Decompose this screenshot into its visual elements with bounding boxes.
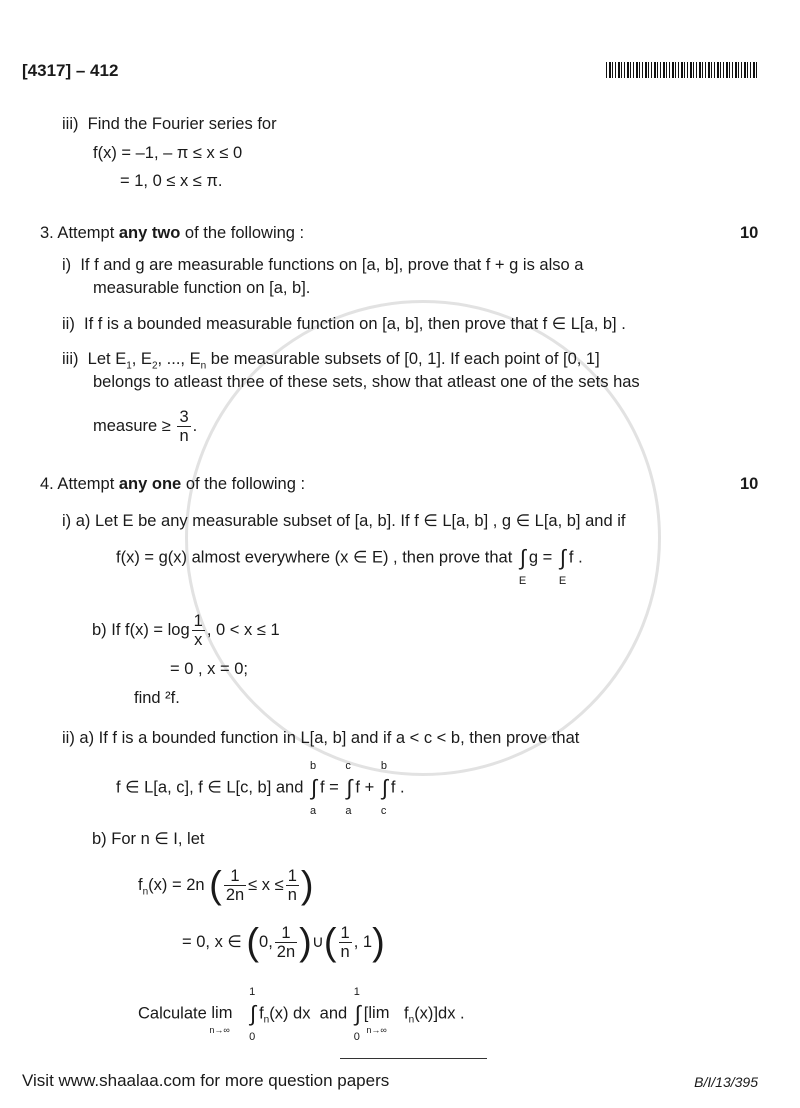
q3-i (62, 255, 583, 275)
integral-sign: ∫ b a (310, 760, 318, 817)
title-text: 3. Attempt (40, 224, 119, 242)
q4-title (40, 474, 305, 494)
fn-zero-case: = 0, x ∈ (0, $\frac{1}{2n}$ )∪( $\frac{1}{n}$ , 1) (182, 921, 385, 964)
right-paren: ) (299, 921, 312, 964)
paper-code: [4317] – 412 (22, 61, 119, 80)
q3-iii-line3: measure ≥ $\frac{3}{n}$ . (93, 408, 198, 446)
fn-definition: $f_n(x) = 2n$ ( $\frac{1}{2n}$ ≤ x ≤ $\frac{1}{n}$ ) (138, 864, 314, 907)
q2-iii-line2: = 1, 0 ≤ x ≤ π. (120, 172, 223, 190)
q3-ii (62, 314, 626, 334)
q4-i-b-line3: find ²f. (134, 689, 180, 707)
left-paren: ( (323, 921, 337, 964)
left-paren: ( (209, 864, 222, 907)
q3-title (40, 223, 304, 243)
title-text: of the following : (181, 475, 306, 493)
item-text: Find the Fourier series for (87, 115, 277, 133)
item-text: If f is a bounded measurable function on [a, b], then prove that f ∈ L[a, b] . (84, 315, 626, 333)
q4-marks: 10 (740, 475, 759, 493)
integral-sign: ∫ 1 0 (353, 986, 361, 1043)
limit: lim n→∞ (366, 1004, 390, 1036)
q4-ii-a-line2: f ∈ L[a, c], f ∈ L[c, b] and ∫ b a f = ∫ c a f + ∫ b c f . (116, 760, 405, 817)
title-bold: any two (118, 224, 181, 242)
item-number: i) (62, 256, 72, 274)
q3-i-line2: measurable function on [a, b]. (93, 279, 311, 297)
barcode (606, 62, 758, 78)
calculate-line: Calculate lim n→∞ ∫ 1 0 $f_n(x)$ dx and ∫ 1 0 [lim n→∞ $f_n(x)]dx$ . (138, 986, 465, 1043)
q4-i-a-line2: f(x) = g(x) almost everywhere (x ∈ E) , then prove that ∫ E g = ∫ E f . (116, 545, 583, 587)
right-paren: ) (372, 921, 385, 964)
q3-iii-line2: belongs to atleast three of these sets, show that atleast one of the sets has (93, 373, 640, 391)
title-bold: any one (118, 475, 182, 493)
q4-ii-b: b) For n ∈ I, let (92, 830, 205, 848)
fraction: $\frac{1}{n}$ (287, 867, 297, 905)
fraction: $\frac{1}{n}$ (340, 924, 350, 962)
title-text: 4. Attempt (40, 475, 119, 493)
fraction: $\frac{1}{x}$ (193, 612, 203, 650)
fraction: $\frac{1}{2n}$ (276, 924, 296, 962)
fraction: $\frac{1}{2n}$ (225, 867, 245, 905)
item-number: iii) (62, 350, 79, 368)
q2-iii-line1: f(x) = –1, – π ≤ x ≤ 0 (93, 144, 243, 162)
right-paren: ) (300, 864, 314, 907)
q4-i-a: i) a) Let E be any measurable subset of [a, b]. If f ∈ L[a, b] , g ∈ L[a, b] and if (62, 512, 626, 530)
footer-link-text: Visit www.shaalaa.com for more question papers (22, 1071, 390, 1090)
left-paren: ( (246, 921, 260, 964)
item-text: If f and g are measurable functions on [a, b], prove that f + g is also a (80, 256, 584, 274)
q4-i-b-line2: = 0 , x = 0; (170, 660, 248, 678)
integral-sign: ∫ E (558, 545, 567, 587)
fraction: $\frac{3}{n}$ (179, 408, 189, 446)
footer-code: B/I/13/395 (694, 1074, 758, 1090)
q4-ii-a: ii) a) If f is a bounded function in L[a, b] and if a < c < b, then prove that (62, 729, 580, 747)
q3-marks: 10 (740, 224, 759, 242)
integral-sign: ∫ 1 0 (249, 986, 257, 1043)
integral-sign: ∫ E (518, 545, 527, 587)
integral-sign: ∫ b c (380, 760, 388, 817)
item-number: ii) (62, 315, 75, 333)
item-number: iii) (62, 115, 79, 133)
limit: lim n→∞ (209, 1004, 233, 1036)
q3-iii: iii) Let $E_1$, $E_2$, ..., $E_n$ be measurable subsets of [0, 1]. If each point of [0, 1] (62, 350, 600, 372)
end-rule (340, 1058, 487, 1059)
title-text: of the following : (180, 224, 305, 242)
integral-sign: ∫ c a (345, 760, 353, 817)
q4-i-b: b) If f(x) = log $\frac{1}{x}$ , 0 < x ≤ 1 (92, 612, 280, 650)
q2-iii (62, 114, 277, 134)
